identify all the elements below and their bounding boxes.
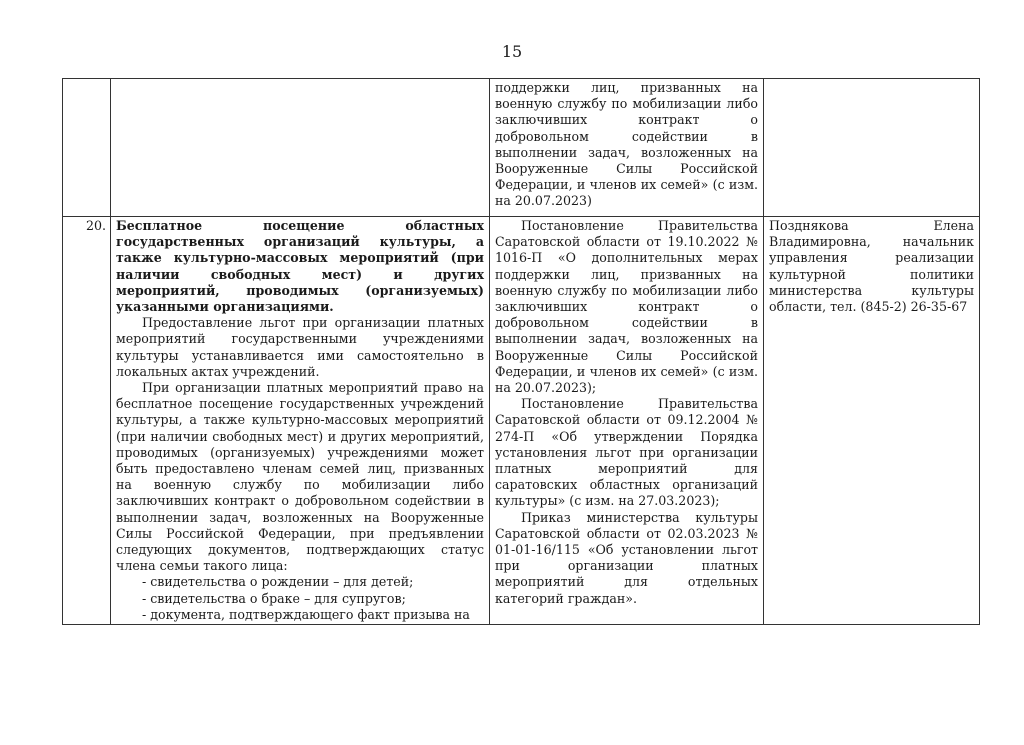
legal-basis-text: поддержки лиц, призванных на военную службу по мобилизации либо заключивших контракт о добровольном содействии в выполнении задач, возложенных на Вооруженные Силы Российской Федерации, и членов их семей» (с изм. на 20.07.2023) [495,80,758,209]
legal-basis-text: Постановление Правительства Саратовской области от 09.12.2004 № 274-П «Об утверждении Порядка установления льгот при организации платных мероприятий для саратовских областных организаций культуры» (с изм. на 27.03.2023); [495,396,758,509]
document-list-item: - документа, подтверждающего факт призыва на [142,606,470,622]
legal-basis-cell [490,217,764,625]
legal-basis-text: Постановление Правительства Саратовской области от 19.10.2022 № 1016-П «О дополнительных мерах поддержки лиц, призванных на военную службу по мобилизации либо заключивших контракт о добровольном содействии в выполнении задач, возложенных на Вооруженные Силы Российской Федерации, и членов их семей» (с изм. на 20.07.2023); [495,218,758,396]
benefits-table [62,78,980,625]
document-list-item: - свидетельства о рождении – для детей; [142,574,414,590]
benefit-paragraph: Предоставление льгот при организации платных мероприятий государственными учреждениями культуры устанавливается ими самостоятельно в локальных актах учреждений. [116,315,484,379]
contact-cell [764,79,980,217]
page-number: 15 [501,42,523,61]
legal-basis-text: Приказ министерства культуры Саратовской области от 02.03.2023 № 01-01-16/115 «Об установлении льгот при организации платных мероприятий для отдельных категорий граждан». [495,509,758,606]
row-number-cell [63,79,111,217]
table-row [63,217,980,625]
benefit-title: Бесплатное посещение областных государственных организаций культуры, а также культурно-массовых мероприятий (при наличии свободных мест) и других мероприятий, проводимых (организуемых) указанными организациями. [116,218,484,315]
benefit-cell [111,79,490,217]
row-number-cell: 20. [63,217,111,625]
contact-cell: Позднякова Елена Владимировна, начальник управления реализации культурной политики министерства культуры области, тел. (845-2) 26-35-67 [764,217,980,625]
legal-basis-cell [490,79,764,217]
benefit-paragraph: При организации платных мероприятий право на бесплатное посещение государственных учреждений культуры, а также культурно-массовых мероприятий (при наличии свободных мест) и других мероприятий, проводимых (организуемых) учреждениями может быть предоставлено членам семей лиц, призванных на военную службу по мобилизации либо заключивших контракт о добровольном содействии в выполнении задач, возложенных на Вооруженные Силы Российской Федерации, при предъявлении следующих документов, подтверждающих статус члена семьи такого лица: [116,380,484,574]
benefit-cell [111,217,490,625]
table-row [63,79,980,217]
document-list-item: - свидетельства о браке – для супругов; [142,590,406,606]
